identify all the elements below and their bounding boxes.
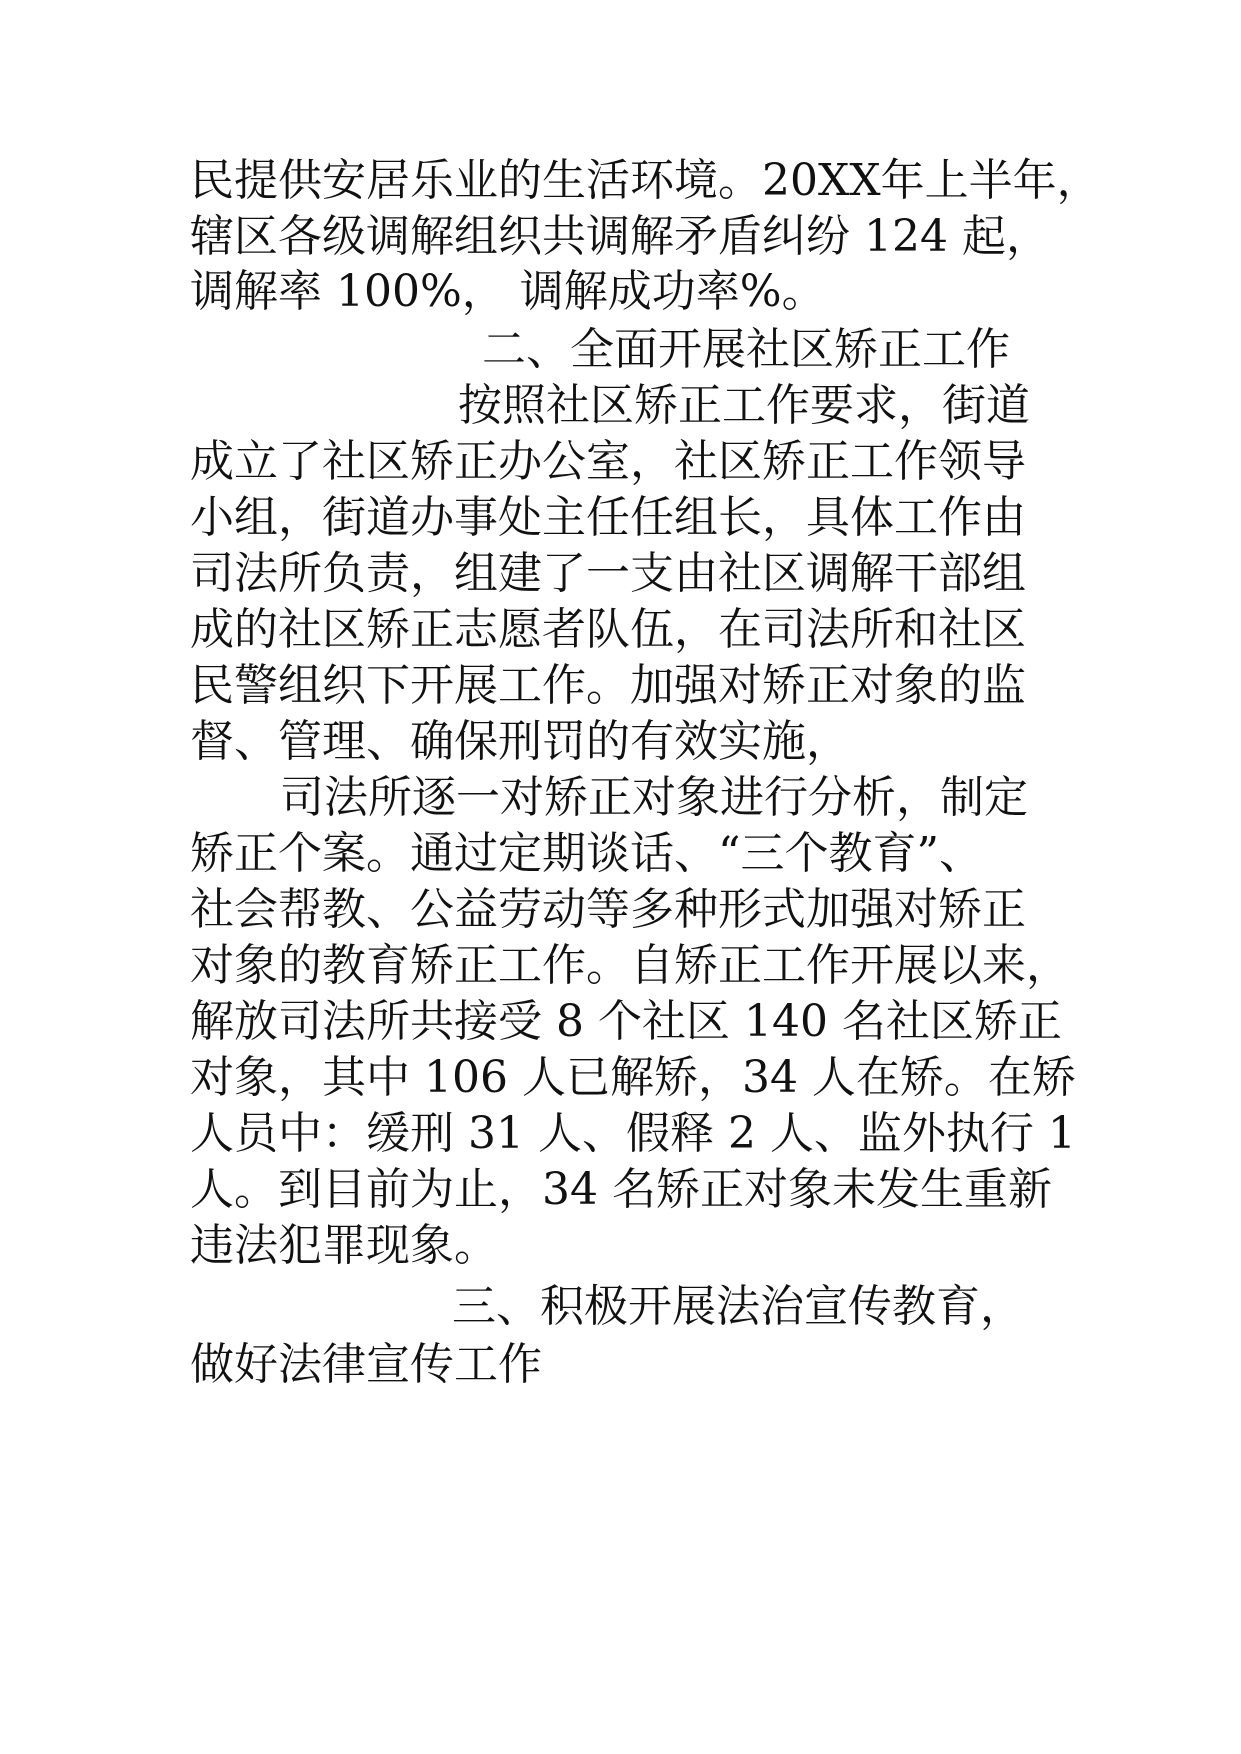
body-text-line: 成的社区矫正志愿者队伍，在司法所和社区 bbox=[190, 604, 1026, 655]
body-text-line: 督、管理、确保刑罚的有效实施， bbox=[190, 716, 850, 767]
body-text-line: 调解率 100%， 调解成功率%。 bbox=[190, 266, 826, 317]
section-heading-3: 三、积极开展法治宣传教育， bbox=[452, 1281, 1024, 1332]
body-text-line: 矫正个案。通过定期谈话、“三个教育”、 bbox=[190, 828, 983, 879]
body-text-line: 违法犯罪现象。 bbox=[190, 1220, 498, 1271]
section-heading-3-continued: 做好法律宣传工作 bbox=[190, 1339, 542, 1390]
body-text-line: 对象的教育矫正工作。自矫正工作开展以来， bbox=[190, 940, 1070, 991]
body-text-line: 民提供安居乐业的生活环境。20XX年上半年， bbox=[190, 155, 1101, 206]
body-text-line: 社会帮教、公益劳动等多种形式加强对矫正 bbox=[190, 884, 1026, 935]
body-text-line: 解放司法所共接受 8 个社区 140 名社区矫正 bbox=[190, 996, 1062, 1047]
paragraph-start-line: 按照社区矫正工作要求，街道 bbox=[458, 380, 1030, 431]
body-text-line: 小组，街道办事处主任任组长，具体工作由 bbox=[190, 492, 1026, 543]
paragraph-start-line: 司法所逐一对矫正对象进行分析，制定 bbox=[280, 772, 1028, 823]
body-text-line: 成立了社区矫正办公室，社区矫正工作领导 bbox=[190, 436, 1026, 487]
body-text-line: 辖区各级调解组织共调解矛盾纠纷 124 起， bbox=[190, 211, 1050, 262]
body-text-line: 人员中：缓刑 31 人、假释 2 人、监外执行 1 bbox=[190, 1108, 1076, 1159]
body-text-line: 人。到目前为止，34 名矫正对象未发生重新 bbox=[190, 1164, 1052, 1215]
section-heading-2: 二、全面开展社区矫正工作 bbox=[482, 324, 1010, 375]
body-text-line: 对象，其中 106 人已解矫，34 人在矫。在矫 bbox=[190, 1052, 1076, 1103]
body-text-line: 司法所负责，组建了一支由社区调解干部组 bbox=[190, 548, 1026, 599]
body-text-line: 民警组织下开展工作。加强对矫正对象的监 bbox=[190, 660, 1026, 711]
